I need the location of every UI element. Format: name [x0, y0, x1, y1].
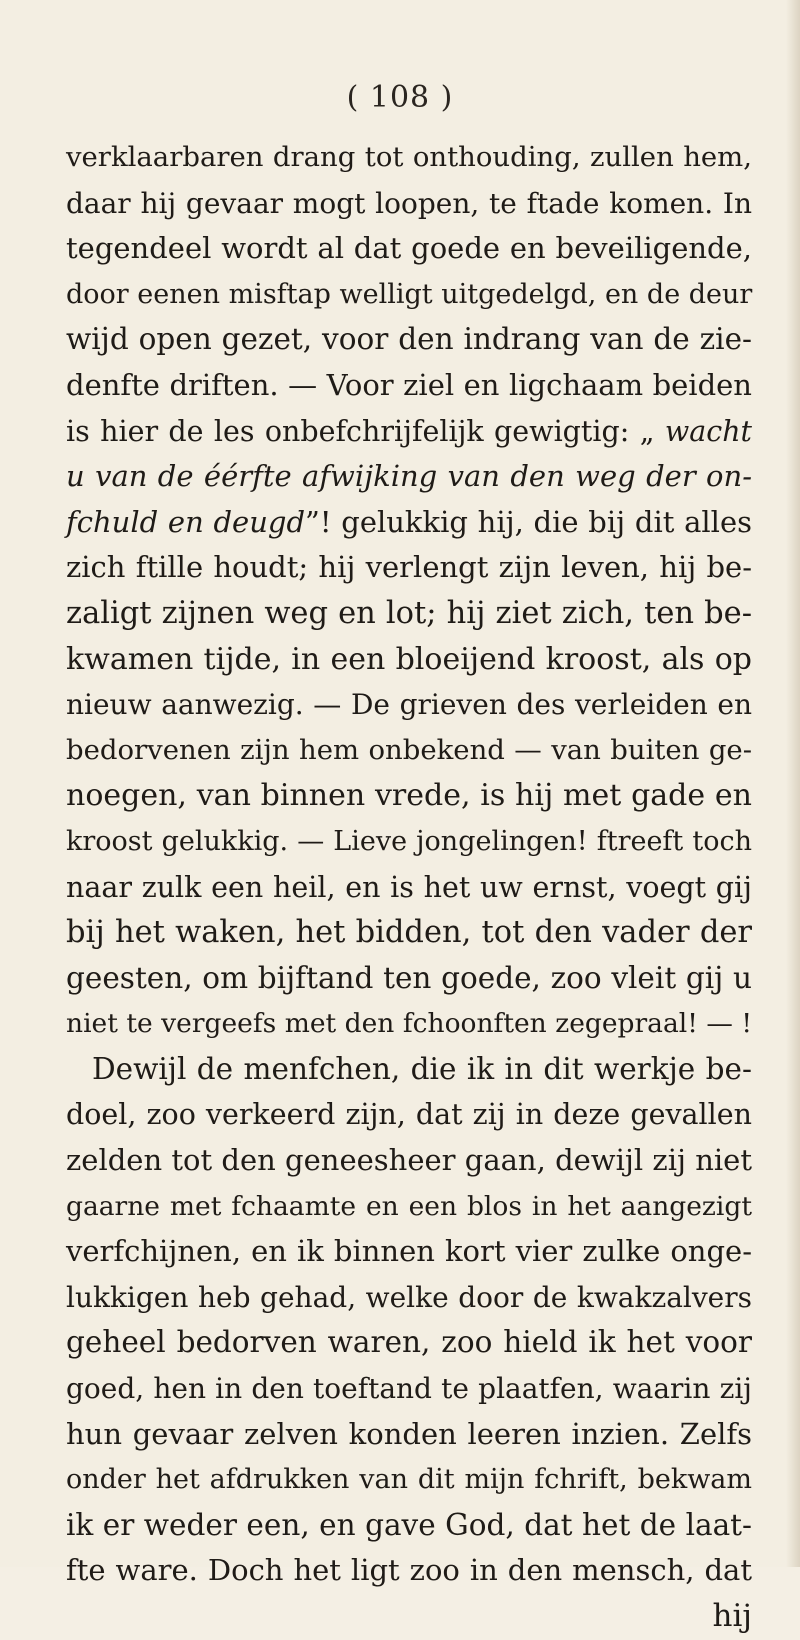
text-line: u van de éérfte afwijking van den weg der on- [66, 459, 752, 494]
text-line: geheel bedorven waren, zoo hield ik het voor [66, 1325, 752, 1360]
text-line: noegen, van binnen vrede, is hij met gade en [66, 778, 752, 814]
text-line: kroost gelukkig. — Lieve jongelingen! ftreeft toch [66, 825, 752, 857]
text-line: gaarne met fchaamte en een blos in het aangezigt [66, 1190, 752, 1222]
text-line: onder het afdrukken van dit mijn fchrift, bekwam [66, 1464, 752, 1496]
text-line: niet te vergeefs met den fchoonften zegepraal! — ! [66, 1008, 752, 1040]
text-line: doel, zoo verkeerd zijn, dat zij in deze gevallen [66, 1098, 752, 1132]
text-line: denfte driften. — Voor ziel en ligchaam beiden [66, 367, 752, 402]
text-segment: ”! gelukkig hij, die bij dit alles [305, 504, 752, 539]
text-segment: is hier de les onbefchrijfelijk gewigtig: „ [66, 414, 655, 448]
text-line: zich ftille houdt; hij verlengt zijn leven, hij be- [66, 550, 752, 585]
text-line: ik er weder een, en gave God, dat het de laat- [66, 1507, 752, 1542]
text-line: verfchijnen, en ik binnen kort vier zulke onge- [66, 1234, 752, 1269]
text-line: bij het waken, het bidden, tot den vader der [66, 915, 752, 951]
text-line: kwamen tijde, in een bloeijend kroost, als op [66, 641, 752, 677]
text-line: door eenen misftap welligt uitgedelgd, en de deur [66, 278, 753, 310]
text-line: fte ware. Doch het ligt zoo in den mensch, dat [66, 1553, 752, 1588]
text-line: nieuw aanwezig. — De grieven des verleiden en [66, 688, 752, 722]
text-line [66, 409, 752, 455]
text-line: daar hij gevaar mogt loopen, te ftade komen. In [66, 186, 752, 220]
text-line: geesten, om bijftand ten goede, zoo vleit gij u [66, 960, 752, 995]
text-line: hun gevaar zelven konden leeren inzien. Zelfs [66, 1416, 752, 1451]
page-number: ( 108 ) [346, 80, 454, 115]
text-line [66, 500, 752, 546]
text-line: wijd open gezet, voor den indrang van de zie- [66, 322, 752, 357]
text-line: naar zulk een heil, en is het uw ernst, voegt gij [66, 870, 752, 904]
italic-segment: wacht [664, 414, 752, 448]
body-text [66, 135, 752, 1640]
text-line: zelden tot den geneesheer gaan, dewijl zij niet [66, 1143, 752, 1178]
catchword: hij [712, 1598, 752, 1634]
text-line: zaligt zijnen weg en lot; hij ziet zich, ten be- [66, 595, 752, 631]
text-line: verklaarbaren drang tot onthouding, zullen hem, [66, 141, 752, 173]
text-line: tegendeel wordt al dat goede en beveiligende, [66, 231, 752, 266]
text-line: Dewijl de menfchen, die ik in dit werkje be- [92, 1051, 752, 1086]
text-line: goed, hen in den toeftand te plaatfen, waarin zij [66, 1372, 752, 1406]
text-line: bedorvenen zijn hem onbekend — van buiten ge- [66, 733, 752, 766]
text-line: lukkigen heb gehad, welke door de kwakzalvers [66, 1280, 752, 1314]
italic-segment: fchuld en deugd [66, 504, 306, 539]
